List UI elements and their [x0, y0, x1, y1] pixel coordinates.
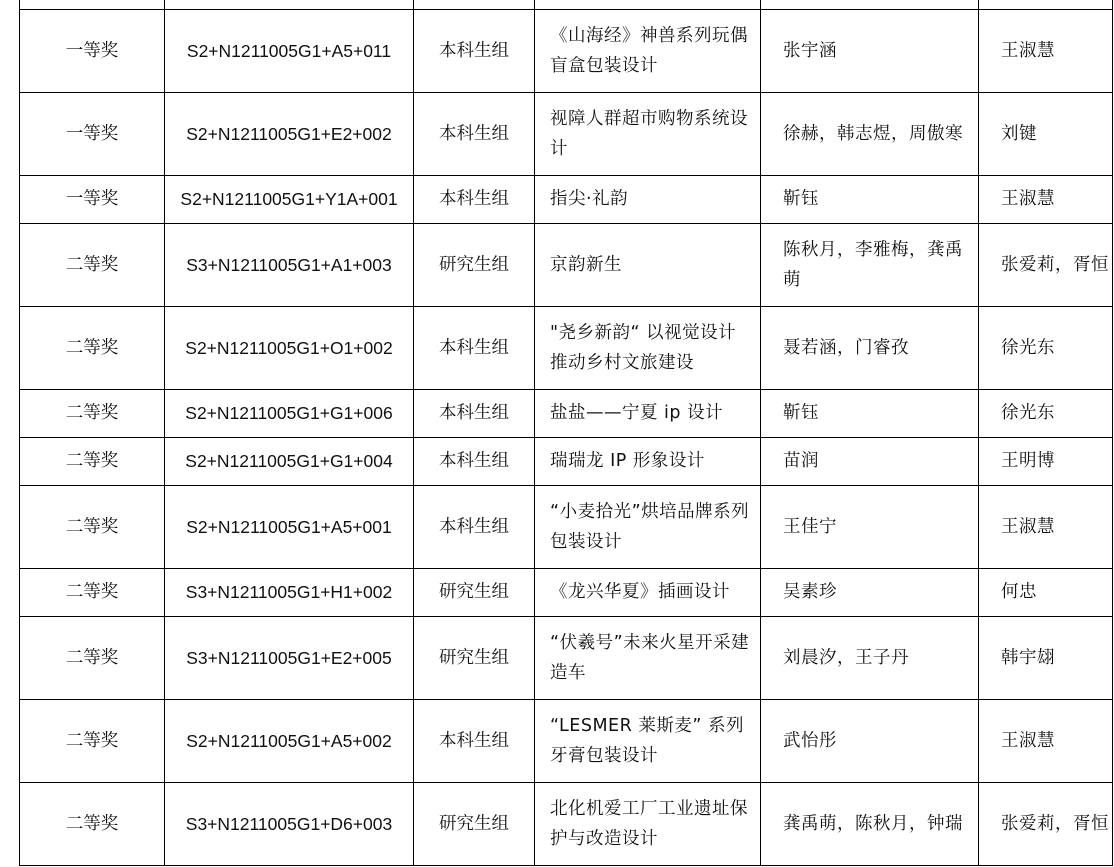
table-row [20, 437, 1113, 485]
group-cell: 本科生组 [414, 485, 535, 568]
project-title-cell: “伏羲号”未来火星开采建造车 [535, 616, 761, 699]
project-title-cell: 京韵新生 [535, 223, 761, 306]
group-cell: 研究生组 [414, 568, 535, 616]
project-code-cell: S2+N1211005G1+G1+004 [165, 437, 414, 485]
members-cell: 吴素珍 [761, 568, 979, 616]
group-cell: 本科生组 [414, 92, 535, 175]
members-cell: 刘晨汐，王子丹 [761, 616, 979, 699]
project-code-cell: S2+N1211005G1+O1+002 [165, 306, 414, 389]
project-code-cell: S2+N1211005G1+A5+001 [165, 485, 414, 568]
group-cell: 本科生组 [414, 699, 535, 782]
advisor-cell: 王淑慧 [979, 175, 1113, 223]
table-row [20, 699, 1113, 782]
advisor-cell: 刘键 [979, 92, 1113, 175]
advisor-cell: 张爱莉，胥恒 [979, 223, 1113, 306]
members-cell: 王佳宁 [761, 485, 979, 568]
award-level-cell: 二等奖 [20, 568, 165, 616]
award-level-cell: 二等奖 [20, 389, 165, 437]
group-cell: 本科生组 [414, 306, 535, 389]
award-level-cell: 二等奖 [20, 485, 165, 568]
project-title-cell: 《龙兴华夏》插画设计 [535, 568, 761, 616]
project-title-cell: 指尖·礼韵 [535, 175, 761, 223]
project-code-cell: S3+N1211005G1+A1+003 [165, 223, 414, 306]
group-cell: 本科生组 [414, 9, 535, 92]
project-code-cell: S3+N1211005G1+H1+002 [165, 568, 414, 616]
project-code-cell: S3+N1211005G1+D6+003 [165, 782, 414, 865]
table-row [20, 9, 1113, 92]
award-level-cell: 二等奖 [20, 616, 165, 699]
award-level-cell: 一等奖 [20, 9, 165, 92]
members-cell: 靳钰 [761, 175, 979, 223]
award-level-cell: 一等奖 [20, 175, 165, 223]
advisor-cell: 韩宇翃 [979, 616, 1113, 699]
group-cell: 研究生组 [414, 223, 535, 306]
awards-table [19, 0, 1113, 866]
project-title-cell: “小麦拾光”烘培品牌系列包装设计 [535, 485, 761, 568]
group-cell: 研究生组 [414, 616, 535, 699]
project-title-cell: “LESMER 莱斯麦” 系列牙膏包装设计 [535, 699, 761, 782]
award-level-cell: 二等奖 [20, 437, 165, 485]
advisor-cell: 王淑慧 [979, 699, 1113, 782]
advisor-cell: 王淑慧 [979, 9, 1113, 92]
advisor-cell: 王明博 [979, 437, 1113, 485]
table-row [20, 223, 1113, 306]
advisor-cell: 张爱莉，胥恒 [979, 782, 1113, 865]
project-title-cell: 瑞瑞龙 IP 形象设计 [535, 437, 761, 485]
award-level-cell: 二等奖 [20, 223, 165, 306]
table-row [20, 782, 1113, 865]
members-cell: 陈秋月，李雅梅，龚禹萌 [761, 223, 979, 306]
project-code-cell: S2+N1211005G1+E2+002 [165, 92, 414, 175]
award-level-cell: 二等奖 [20, 699, 165, 782]
group-cell: 研究生组 [414, 782, 535, 865]
group-cell: 本科生组 [414, 389, 535, 437]
members-cell: 武怡彤 [761, 699, 979, 782]
project-code-cell: S2+N1211005G1+Y1A+001 [165, 175, 414, 223]
project-code-cell: S2+N1211005G1+A5+002 [165, 699, 414, 782]
members-cell: 苗润 [761, 437, 979, 485]
table-row [20, 92, 1113, 175]
award-level-cell: 二等奖 [20, 782, 165, 865]
project-title-cell: 盐盐——宁夏 ip 设计 [535, 389, 761, 437]
table-row [20, 616, 1113, 699]
advisor-cell: 徐光东 [979, 389, 1113, 437]
group-cell: 本科生组 [414, 437, 535, 485]
members-cell: 龚禹萌，陈秋月，钟瑞 [761, 782, 979, 865]
advisor-cell: 徐光东 [979, 306, 1113, 389]
table-row [20, 389, 1113, 437]
awards-table-body [20, 0, 1113, 865]
table-row [20, 568, 1113, 616]
project-title-cell: 北化机爱工厂工业遗址保护与改造设计 [535, 782, 761, 865]
members-cell: 聂若涵，门睿孜 [761, 306, 979, 389]
advisor-cell: 何忠 [979, 568, 1113, 616]
project-title-cell: 《山海经》神兽系列玩偶盲盒包装设计 [535, 9, 761, 92]
advisor-cell: 王淑慧 [979, 485, 1113, 568]
table-row-top-stub [20, 0, 1113, 9]
project-title-cell: "尧乡新韵“ 以视觉设计推动乡村文旅建设 [535, 306, 761, 389]
award-level-cell: 二等奖 [20, 306, 165, 389]
project-title-cell: 视障人群超市购物系统设计 [535, 92, 761, 175]
members-cell: 徐赫，韩志煜，周傲寒 [761, 92, 979, 175]
award-level-cell: 一等奖 [20, 92, 165, 175]
project-code-cell: S2+N1211005G1+G1+006 [165, 389, 414, 437]
group-cell: 本科生组 [414, 175, 535, 223]
project-code-cell: S2+N1211005G1+A5+011 [165, 9, 414, 92]
members-cell: 靳钰 [761, 389, 979, 437]
table-row [20, 485, 1113, 568]
table-row [20, 306, 1113, 389]
table-row [20, 175, 1113, 223]
project-code-cell: S3+N1211005G1+E2+005 [165, 616, 414, 699]
members-cell: 张宇涵 [761, 9, 979, 92]
